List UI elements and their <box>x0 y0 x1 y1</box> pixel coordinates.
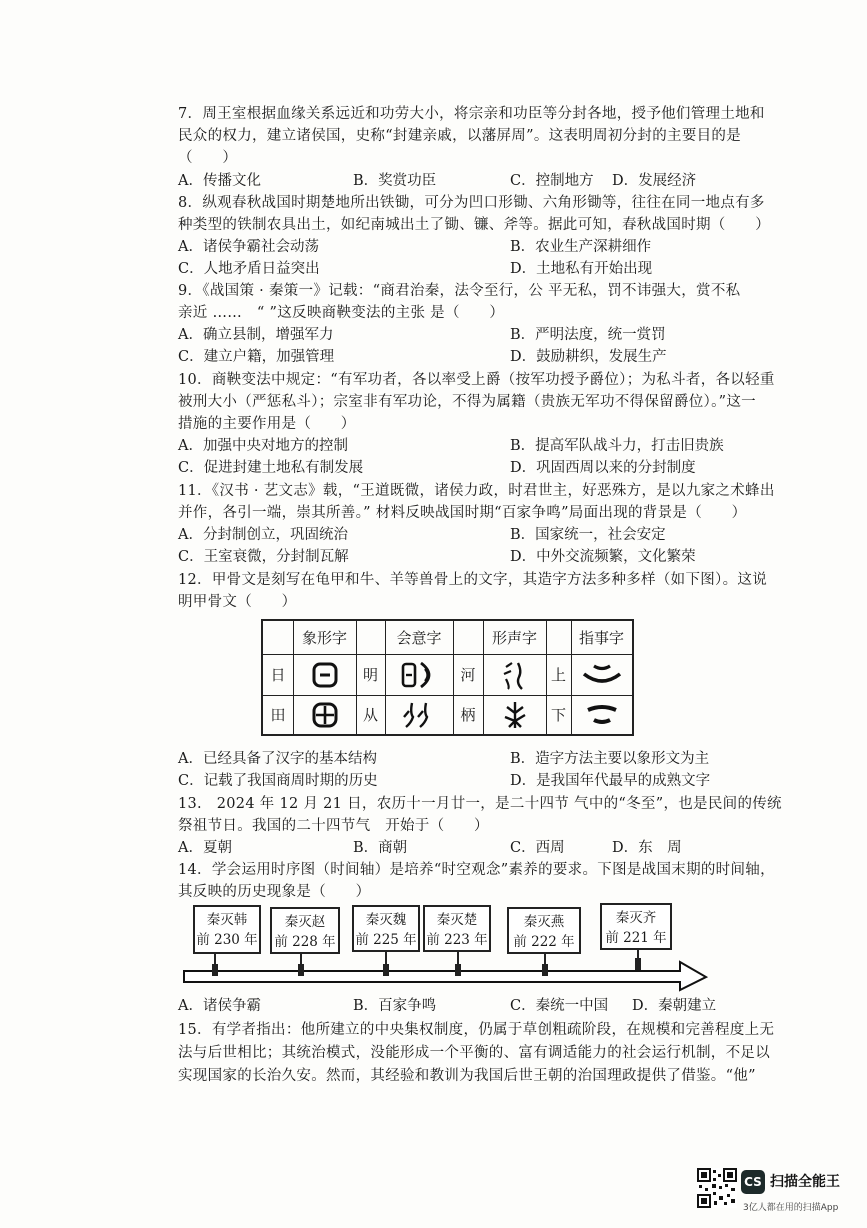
q7-option-b: B．奖赏功臣 <box>353 173 437 189</box>
q15-stem-line3: 实现国家的长治久安。然而，其经验和教训为我国后世王朝的治国理政提供了借鉴。“他” <box>178 1068 756 1084</box>
timeline-event-qi: 秦灭齐 前 221 年 <box>600 903 672 950</box>
oracle-bone-table <box>261 619 634 736</box>
q11-option-b: B．国家统一，社会安定 <box>510 527 666 543</box>
q10-option-b: B．提高军队战斗力，打击旧贵族 <box>510 438 724 454</box>
oracle-glyph-cong <box>385 695 453 734</box>
q14-option-b: B．百家争鸣 <box>353 998 437 1014</box>
q7-option-d: D．发展经济 <box>612 173 697 189</box>
q13-option-a: A．夏朝 <box>178 840 232 856</box>
timeline-event-wei: 秦灭魏 前 225 年 <box>352 905 420 952</box>
q10-stem-line2: 被刑大小（严惩私斗）；宗室非有军功论，不得为属籍（贵族无军功不得保留爵位）。”这一 <box>178 394 756 410</box>
char-xia: 下 <box>550 706 566 724</box>
oracle-glyph-he <box>483 654 546 695</box>
char-shang: 上 <box>550 666 566 684</box>
q11-stem-line1: 11．《汉书 · 艺文志》载，“王道既微，诸侯力政，时君世主，好恶殊方，是以九家之术蜂出 <box>178 483 775 499</box>
q10-option-d: D．巩固西周以来的分封制度 <box>510 460 696 476</box>
q14-stem-line2: 其反映的历史现象是（ ） <box>178 884 371 900</box>
q7-stem-line3: （ ） <box>178 150 238 166</box>
camscanner-logo-icon: CS <box>741 1170 765 1194</box>
q13-stem-line1: 13. 2024 年 12 月 21 日，农历十一月廿一，是二十四节 气中的“冬至”，也是民间的传统 <box>178 796 782 812</box>
q8-option-d: D．土地私有开始出现 <box>510 261 653 277</box>
char-bing: 柄 <box>460 706 476 724</box>
q14-stem-line1: 14．学会运用时序图（时间轴）是培养“时空观念”素养的要求。下图是战国末期的时间轴， <box>178 862 775 878</box>
q13-stem-line2: 祭祖节日。我国的二十四节气 开始于（ ） <box>178 818 489 834</box>
char-he: 河 <box>460 666 476 684</box>
q13-option-d: D．东 周 <box>612 840 682 856</box>
q14-option-d: D．秦朝建立 <box>632 998 717 1014</box>
q8-option-a: A．诸侯争霸社会动荡 <box>178 239 319 255</box>
qr-code-icon[interactable] <box>697 1168 737 1208</box>
scanner-app-tagline: 3亿人都在用的扫描App <box>743 1203 839 1213</box>
char-tian: 田 <box>270 706 286 724</box>
q9-option-c: C．建立户籍，加强管理 <box>178 349 335 365</box>
q8-option-c: C．人地矛盾日益突出 <box>178 261 320 277</box>
timeline-event-yan: 秦灭燕 前 222 年 <box>507 907 581 954</box>
q9-stem-line1: 9．《战国策 · 秦策一》记载：“商君治秦，法令至行，公 平无私，罚不讳强大，赏不私 <box>178 283 741 299</box>
oracle-glyph-ming <box>385 654 453 695</box>
q10-stem-line3: 措施的主要作用是（ ） <box>178 416 356 432</box>
oracle-glyph-bing <box>483 695 546 734</box>
q10-option-c: C．促进封建土地私有制发展 <box>178 460 364 476</box>
char-cong: 从 <box>362 706 378 724</box>
timeline-event-chu: 秦灭楚 前 223 年 <box>423 905 491 952</box>
char-ming: 明 <box>362 666 378 684</box>
q12-option-a: A．已经具备了汉字的基本结构 <box>178 751 377 767</box>
oracle-glyph-tian <box>293 695 356 734</box>
q9-stem-line2: 亲近 …… “ ”这反映商鞅变法的主张 是（ ） <box>178 305 505 321</box>
timeline-arrow <box>180 960 710 992</box>
q12-stem-line2: 明甲骨文（ ） <box>178 594 297 610</box>
q7-option-a: A．传播文化 <box>178 173 261 189</box>
q8-option-b: B．农业生产深耕细作 <box>510 239 652 255</box>
table-header-pictograph: 象形字 <box>301 629 347 647</box>
q12-option-c: C．记载了我国商周时期的历史 <box>178 773 378 789</box>
q13-option-b: B．商朝 <box>353 840 408 856</box>
oracle-glyph-shang <box>571 654 632 695</box>
q12-option-b: B．造字方法主要以象形文为主 <box>510 751 710 767</box>
q15-stem-line1: 15．有学者指出：他所建立的中央集权制度，仍属于草创粗疏阶段，在规模和完善程度上无 <box>178 1022 775 1038</box>
q14-option-a: A．诸侯争霸 <box>178 998 261 1014</box>
q7-option-c: C．控制地方 <box>510 173 594 189</box>
q15-stem-line2: 法与后世相比；其统治模式，没能形成一个平衡的、富有调适能力的社会运行机制，不足以 <box>178 1045 770 1061</box>
q8-stem-line2: 种类型的铁制农具出土，如纪南城出土了锄、镰、斧等。据此可知，春秋战国时期（ ） <box>178 217 770 233</box>
q10-stem-line1: 10．商鞅变法中规定：“有军功者，各以率受上爵（按军功授予爵位）；为私斗者，各以轻重 <box>178 372 775 388</box>
oracle-glyph-xia <box>571 695 632 734</box>
q14-option-c: C．秦统一中国 <box>510 998 609 1014</box>
q9-option-b: B．严明法度，统一赏罚 <box>510 327 666 343</box>
q11-stem-line2: 并作，各引一端，崇其所善。” 材料反映战国时期“百家争鸣”局面出现的背景是（ ） <box>178 505 747 521</box>
table-header-indicative: 指事字 <box>578 629 624 647</box>
q12-stem-line1: 12．甲骨文是刻写在龟甲和牛、羊等兽骨上的文字，其造字方法多种多样（如下图）。这说 <box>178 572 767 588</box>
table-header-ideograph: 会意字 <box>396 629 442 647</box>
q9-option-d: D．鼓励耕织，发展生产 <box>510 349 667 365</box>
q13-option-c: C．西周 <box>510 840 565 856</box>
oracle-glyph-ri <box>293 654 356 695</box>
timeline-event-zhao: 秦灭赵 前 228 年 <box>270 907 340 954</box>
q8-stem-line1: 8．纵观春秋战国时期楚地所出铁锄，可分为凹口形锄、六角形锄等，往往在同一地点有多 <box>178 195 765 211</box>
q7-stem-line2: 民众的权力，建立诸侯国，史称“封建亲戚，以藩屏周”。这表明周初分封的主要目的是 <box>178 128 742 144</box>
q7-stem-line1: 7．周王室根据血缘关系远近和功劳大小，将宗亲和功臣等分封各地，授予他们管理土地和 <box>178 106 765 122</box>
q12-option-d: D．是我国年代最早的成熟文字 <box>510 773 711 789</box>
timeline-event-han: 秦灭韩 前 230 年 <box>193 905 261 954</box>
q11-option-a: A．分封制创立，巩固统治 <box>178 527 348 543</box>
q11-option-c: C．王室衰微，分封制瓦解 <box>178 549 349 565</box>
q9-option-a: A．确立县制，增强军力 <box>178 327 334 343</box>
char-ri: 日 <box>270 666 286 684</box>
q11-option-d: D．中外交流频繁，文化繁荣 <box>510 549 696 565</box>
table-header-phono-semantic: 形声字 <box>491 629 537 647</box>
q10-option-a: A．加强中央对地方的控制 <box>178 438 348 454</box>
scanner-app-name: 扫描全能王 <box>770 1174 840 1190</box>
